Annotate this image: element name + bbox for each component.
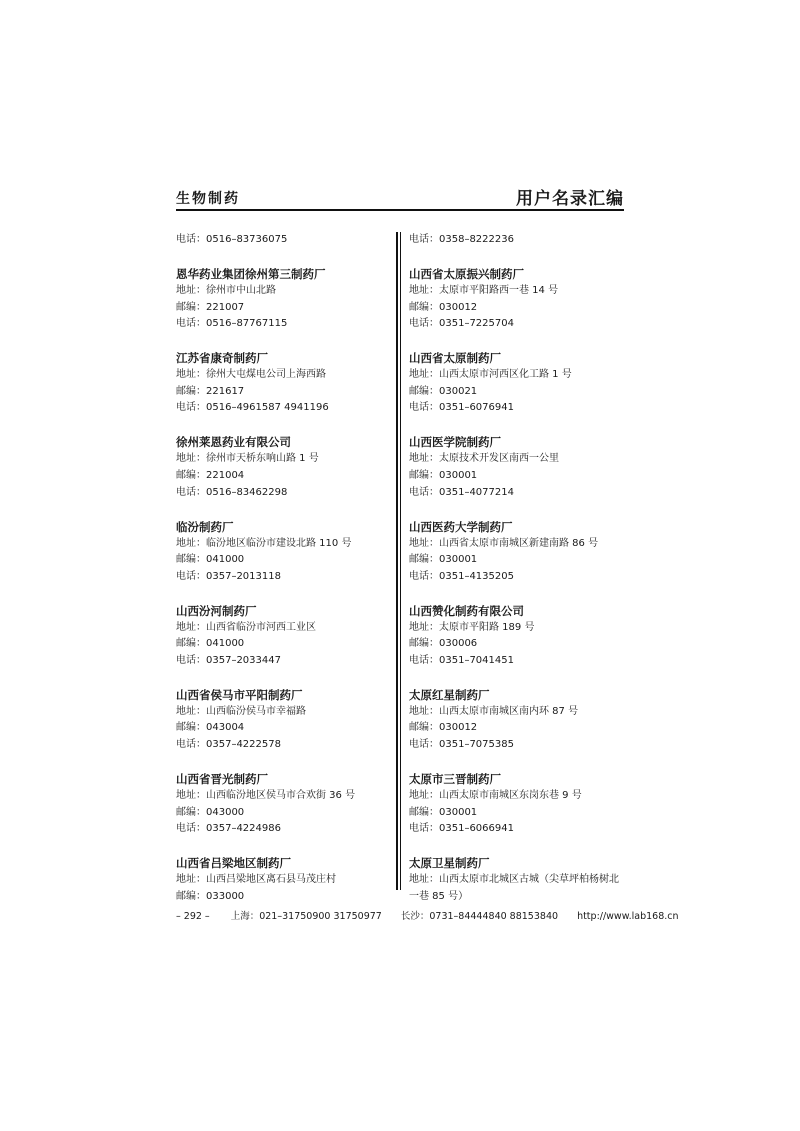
company-address: 地址：山西太原市北城区古城（尖草坪柏杨树北一巷 85 号） xyxy=(409,874,619,902)
company-phone: 电话：0351–4135205 xyxy=(409,570,514,582)
footer-changsha-contact: 长沙：0731–84444840 88153840 xyxy=(400,911,559,922)
company-name: 山西省侯马市平阳制药厂 xyxy=(176,687,303,702)
company-phone: 电话：0351–6076941 xyxy=(409,402,514,414)
company-address: 地址：临汾地区临汾市建设北路 110 号 xyxy=(176,537,352,549)
company-address: 地址：山西太原市南城区东岗东巷 9 号 xyxy=(409,790,582,802)
company-name: 太原红星制药厂 xyxy=(409,687,490,702)
directory-entry xyxy=(409,266,629,333)
company-postcode: 邮编：221007 xyxy=(176,301,245,313)
footer-shanghai-contact: 上海：021–31750900 31750977 xyxy=(230,911,382,922)
company-address: 地址：山西临汾地区侯马市合欢街 36 号 xyxy=(176,790,356,802)
company-name: 太原市三晋制药厂 xyxy=(409,772,501,787)
company-name: 恩华药业集团徐州第三制药厂 xyxy=(176,266,326,281)
company-name: 山西省太原制药厂 xyxy=(409,351,501,366)
company-name: 山西省晋光制药厂 xyxy=(176,772,268,787)
company-address: 地址：太原市平阳路 189 号 xyxy=(409,621,535,633)
company-address: 地址：山西吕梁地区离石县马茂庄村 xyxy=(176,874,336,886)
directory-entry xyxy=(409,434,629,501)
company-phone: 电话：0516–87767115 xyxy=(176,318,288,330)
company-name: 江苏省康奇制药厂 xyxy=(176,351,268,366)
company-address: 地址：徐州大屯煤电公司上海西路 xyxy=(176,369,326,381)
directory-entry xyxy=(409,350,629,417)
running-header-title: 用户名录汇编 xyxy=(516,189,624,209)
company-name: 临汾制药厂 xyxy=(176,519,234,534)
directory-entry xyxy=(176,434,396,501)
company-address: 地址：山西太原市南城区南内环 87 号 xyxy=(409,705,579,717)
company-postcode: 邮编：221617 xyxy=(176,385,245,397)
company-postcode: 邮编：030006 xyxy=(409,638,478,650)
company-address: 地址：山西临汾侯马市幸福路 xyxy=(176,705,306,717)
company-postcode: 邮编：030021 xyxy=(409,385,478,397)
directory-entry xyxy=(409,855,629,905)
company-address: 地址：山西太原市河西区化工路 1 号 xyxy=(409,369,572,381)
company-name: 山西医学院制药厂 xyxy=(409,435,501,450)
company-postcode: 邮编：030001 xyxy=(409,469,478,481)
company-postcode: 邮编：030012 xyxy=(409,301,478,313)
company-address: 地址：山西省临汾市河西工业区 xyxy=(176,621,316,633)
company-name: 山西汾河制药厂 xyxy=(176,603,257,618)
directory-entry xyxy=(176,855,396,905)
page-number: – 292 – xyxy=(176,911,210,922)
directory-entry xyxy=(176,771,396,838)
right-column xyxy=(409,232,629,905)
company-phone: 电话：0357–2013118 xyxy=(176,570,281,582)
company-address: 地址：徐州市中山北路 xyxy=(176,284,276,296)
company-postcode: 邮编：030012 xyxy=(409,722,478,734)
company-postcode: 邮编：043004 xyxy=(176,722,245,734)
directory-entry xyxy=(176,603,396,670)
directory-entry xyxy=(176,687,396,754)
company-postcode: 邮编：041000 xyxy=(176,638,245,650)
company-postcode: 邮编：030001 xyxy=(409,806,478,818)
company-phone: 电话：0351–7075385 xyxy=(409,739,514,751)
continued-phone: 电话：0358–8222236 xyxy=(409,234,514,245)
company-name: 山西赞化制药有限公司 xyxy=(409,603,524,618)
company-address: 地址：徐州市天桥东响山路 1 号 xyxy=(176,453,319,465)
company-phone: 电话：0351–7225704 xyxy=(409,318,514,330)
continued-phone: 电话：0516–83736075 xyxy=(176,234,288,245)
company-name: 徐州莱恩药业有限公司 xyxy=(176,435,291,450)
company-postcode: 邮编：221004 xyxy=(176,469,245,481)
directory-entry xyxy=(409,771,629,838)
company-postcode: 邮编：043000 xyxy=(176,806,245,818)
company-phone: 电话：0351–4077214 xyxy=(409,486,514,498)
directory-entry xyxy=(176,519,396,586)
left-column xyxy=(176,232,396,905)
header-rule xyxy=(176,209,624,211)
company-phone: 电话：0357–4222578 xyxy=(176,739,281,751)
footer-website-link[interactable]: http://www.lab168.cn xyxy=(577,911,679,922)
company-postcode: 邮编：041000 xyxy=(176,554,245,566)
company-phone: 电话：0357–4224986 xyxy=(176,823,281,835)
company-phone: 电话：0351–7041451 xyxy=(409,654,514,666)
company-postcode: 邮编：033000 xyxy=(176,890,245,902)
directory-entry xyxy=(176,350,396,417)
company-phone: 电话：0516–83462298 xyxy=(176,486,288,498)
running-header-section: 生物制药 xyxy=(176,191,240,207)
company-address: 地址：太原技术开发区南西一公里 xyxy=(409,453,559,465)
company-postcode: 邮编：030001 xyxy=(409,554,478,566)
company-address: 地址：山西省太原市南城区新建南路 86 号 xyxy=(409,537,599,549)
directory-entry xyxy=(409,603,629,670)
directory-entry xyxy=(409,519,629,586)
company-name: 山西省太原振兴制药厂 xyxy=(409,266,524,281)
company-phone: 电话：0351–6066941 xyxy=(409,823,514,835)
page-footer xyxy=(176,908,679,922)
company-address: 地址：太原市平阳路西一巷 14 号 xyxy=(409,284,559,296)
company-name: 山西省吕梁地区制药厂 xyxy=(176,856,291,871)
company-name: 山西医药大学制药厂 xyxy=(409,519,513,534)
directory-entry xyxy=(409,687,629,754)
company-name: 太原卫星制药厂 xyxy=(409,856,490,871)
directory-entry xyxy=(176,266,396,333)
company-phone: 电话：0357–2033447 xyxy=(176,654,281,666)
company-phone: 电话：0516–4961587 4941196 xyxy=(176,402,329,414)
